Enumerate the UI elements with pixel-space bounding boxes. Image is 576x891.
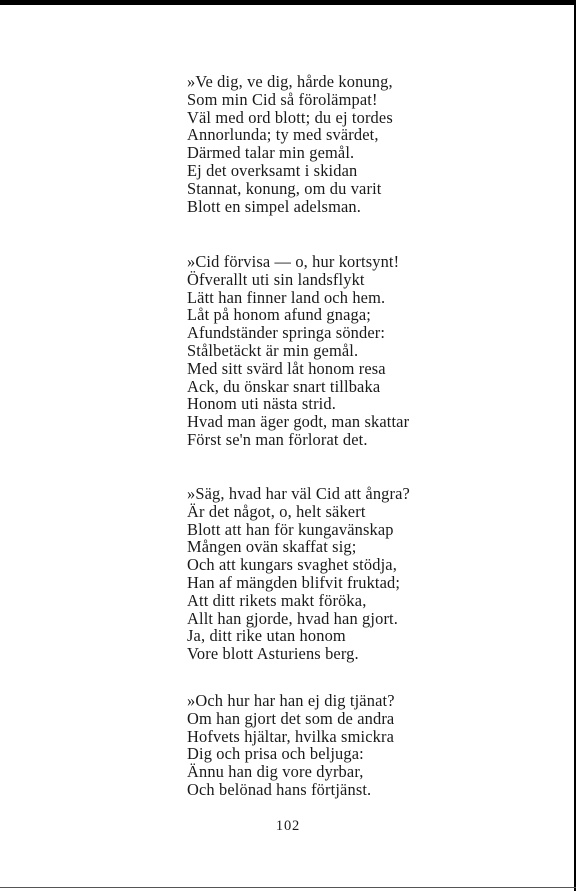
verse-line: Blott en simpel adelsman.	[187, 196, 362, 216]
verse-line: Är det något, o, helt säkert	[187, 501, 366, 521]
verse-line: Först se'n man förlorat det.	[187, 429, 368, 449]
verse-line: Öfverallt uti sin landsflykt	[187, 269, 365, 289]
verse-line: Väl med ord blott; du ej tordes	[187, 107, 393, 127]
verse-line: Om han gjort det som de andra	[187, 708, 395, 728]
scan-border-bottom	[0, 887, 576, 888]
verse-line: Allt han gjorde, hvad han gjort.	[187, 608, 399, 628]
verse-line: »Ve dig, ve dig, hårde konung,	[187, 72, 393, 91]
verse-line: Stannat, konung, om du varit	[187, 178, 382, 198]
verse-line: Lätt han finner land och hem.	[187, 287, 386, 307]
verse-line: Att ditt rikets makt föröka,	[187, 590, 367, 610]
verse-line: Som min Cid så förolämpat!	[187, 89, 378, 109]
verse-line: Hvad man äger godt, man skattar	[187, 412, 410, 432]
verse-line: Mången ovän skaffat sig;	[187, 537, 357, 557]
verse-line: Därmed talar min gemål.	[187, 143, 355, 163]
verse-line: Med sitt svärd låt honom resa	[187, 358, 386, 378]
verse-line: Han af mängden blifvit fruktad;	[187, 572, 401, 592]
verse-line: »Cid förvisa — o, hur kortsynt!	[187, 252, 400, 271]
verse-line: Låt på honom afund gnaga;	[187, 305, 371, 325]
verse-line: »Säg, hvad har väl Cid att ångra?	[187, 484, 410, 503]
scan-border-top	[0, 0, 576, 5]
verse-line: Och att kungars svaghet stödja,	[187, 555, 397, 575]
stanza-1	[187, 73, 393, 215]
verse-line: Honom uti nästa strid.	[187, 394, 336, 414]
verse-line: Ack, du önskar snart tillbaka	[187, 376, 381, 396]
stanza-2	[187, 253, 409, 449]
verse-line: Dig och prisa och beljuga:	[187, 744, 364, 764]
verse-line: Stålbetäckt är min gemål.	[187, 340, 359, 360]
verse-line: Vore blott Asturiens berg.	[187, 644, 359, 664]
verse-line: Ja, ditt rike utan honom	[187, 626, 346, 646]
page-number: 102	[275, 818, 301, 834]
verse-line: Ej det overksamt i skidan	[187, 160, 358, 180]
verse-line: Blott att han för kungavänskap	[187, 519, 394, 539]
verse-line: Afundständer springa sönder:	[187, 323, 386, 343]
verse-line: Och belönad hans förtjänst.	[187, 779, 372, 799]
verse-line: »Och hur har han ej dig tjänat?	[187, 691, 395, 710]
verse-line: Ännu han dig vore dyrbar,	[187, 762, 364, 782]
verse-line: Annorlunda; ty med svärdet,	[187, 125, 379, 145]
stanza-3	[187, 485, 410, 663]
verse-line: Hofvets hjältar, hvilka smickra	[187, 726, 394, 746]
stanza-4	[187, 692, 395, 799]
